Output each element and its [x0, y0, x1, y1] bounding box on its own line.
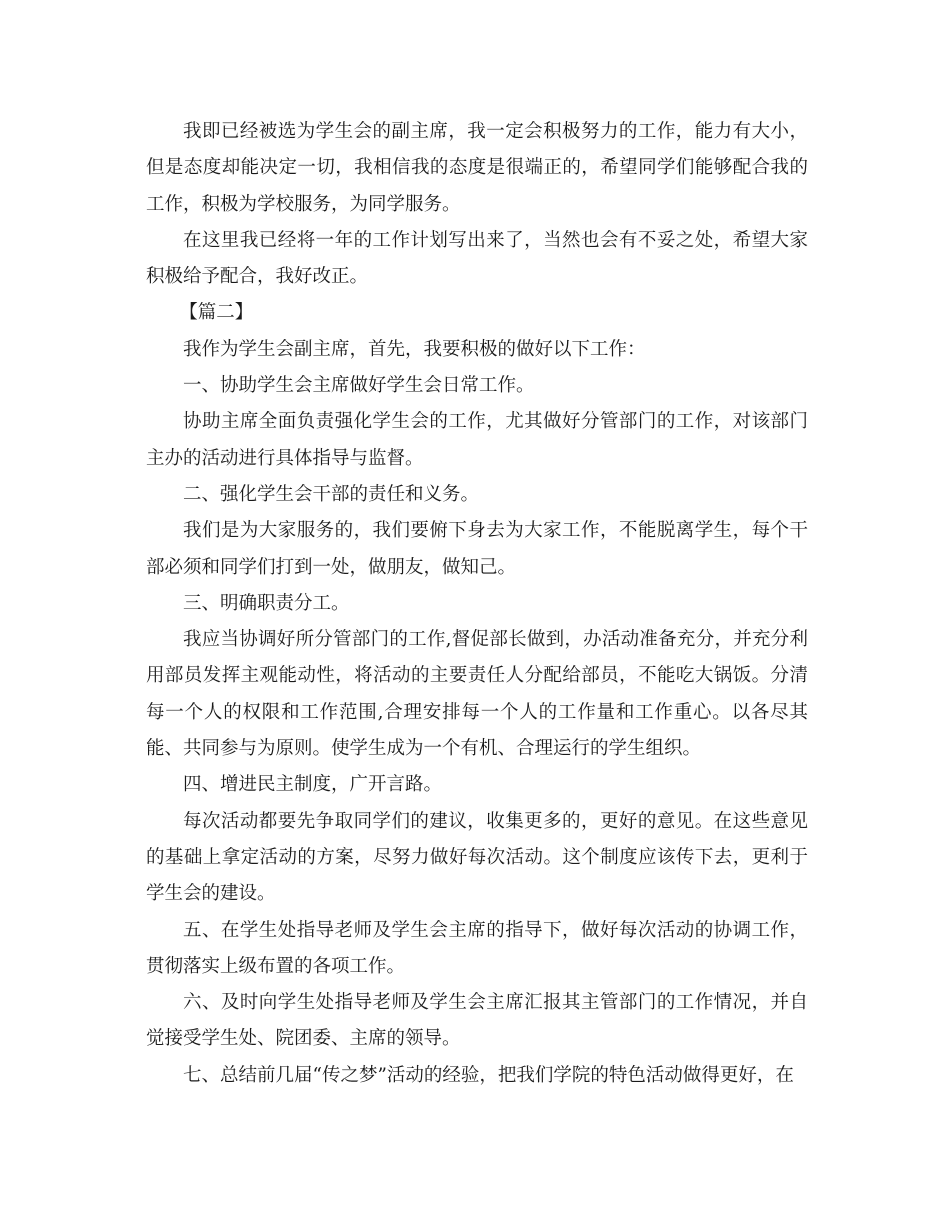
list-item-heading: 一、协助学生会主席做好学生会日常工作。: [183, 375, 535, 397]
list-item: 六、及时向学生处指导老师及学生会主席汇报其主管部门的工作情况，并自觉接受学生处、院团委、主席的领导。: [146, 992, 808, 1050]
paragraph: 协助主席全面负责强化学生会的工作，尤其做好分管部门的工作，对该部门主办的活动进行具体指导与监督。: [146, 411, 808, 469]
paragraph: 我作为学生会副主席，首先，我要积极的做好以下工作：: [183, 338, 646, 360]
list-item: 五、在学生处指导老师及学生会主席的指导下，做好每次活动的协调工作，贯彻落实上级布置的各项工作。: [146, 919, 808, 977]
paragraph: 在这里我已经将一年的工作计划写出来了，当然也会有不妥之处，希望大家积极给予配合，我好改正。: [146, 229, 808, 288]
paragraph: 我应当协调好所分管部门的工作,督促部长做到，办活动准备充分，并充分利用部员发挥主观能动性，将活动的主要责任人分配给部员，不能吃大锅饭。分清每一个人的权限和工作范围,合理安排每一个人的工作量和工作重心。以各尽其能、共同参与为原则。使学生成为一个有机、合理运行的学生组织。: [146, 629, 808, 760]
paragraph: 每次活动都要先争取同学们的建议，收集更多的，更好的意见。在这些意见的基础上拿定活动的方案，尽努力做好每次活动。这个制度应该传下去，更利于学生会的建设。: [146, 810, 808, 905]
paragraph: 我即已经被选为学生会的副主席，我一定会积极努力的工作，能力有大小，但是态度却能决定一切，我相信我的态度是很端正的，希望同学们能够配合我的工作，积极为学校服务，为同学服务。: [146, 121, 808, 215]
paragraph: 我们是为大家服务的，我们要俯下身去为大家工作，不能脱离学生，每个干部必须和同学们打到一处，做朋友，做知己。: [146, 520, 808, 578]
list-item-heading: 二、强化学生会干部的责任和义务。: [183, 483, 480, 505]
section-heading: 【篇二】: [179, 302, 254, 324]
list-item-heading: 四、增进民主制度，广开言路。: [183, 774, 443, 796]
list-item-heading: 三、明确职责分工。: [183, 592, 350, 614]
list-item: 七、总结前几届“传之梦”活动的经验，把我们学院的特色活动做得更好，在: [183, 1064, 794, 1086]
document-body: [146, 114, 808, 1094]
